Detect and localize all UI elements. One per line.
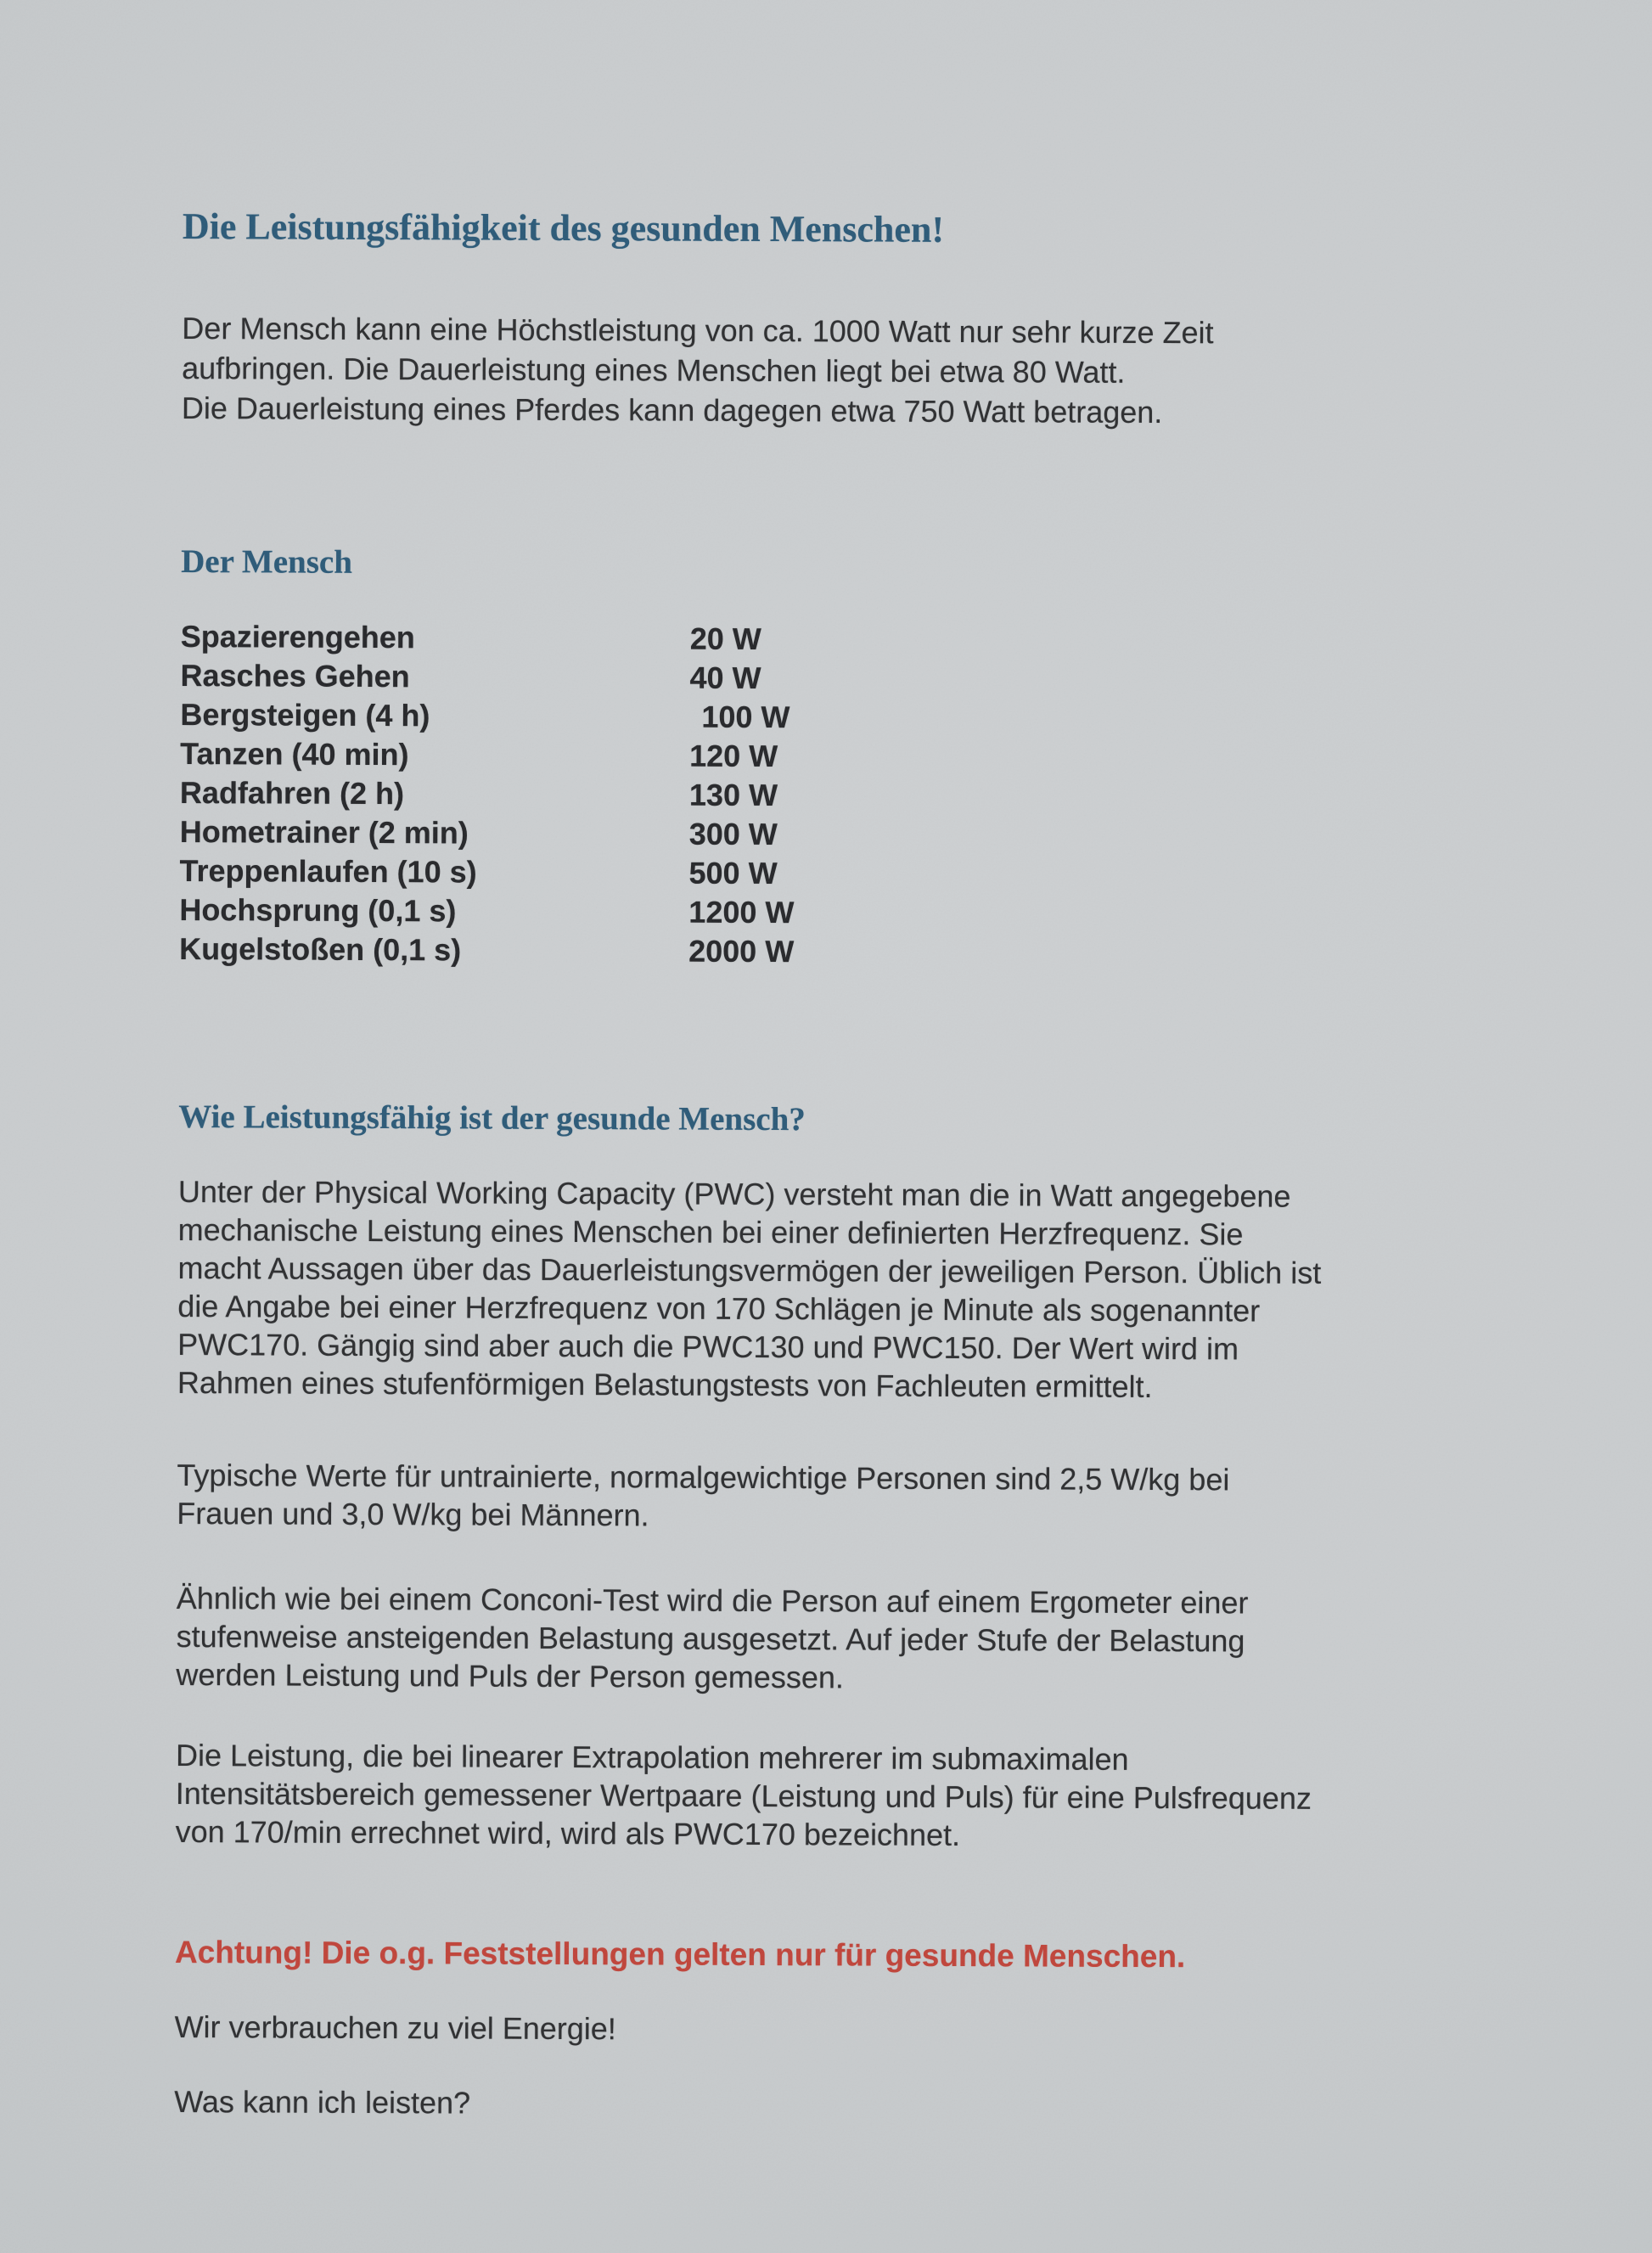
body-line: PWC170. Gängig sind aber auch die PWC130 und PWC150. Der Wert wird im (177, 1326, 1239, 1367)
activity-label: Kugelstoßen (0,1 s) (179, 930, 462, 968)
intro-line: Die Dauerleistung eines Pferdes kann dagegen etwa 750 Watt betragen. (181, 390, 1163, 430)
body-line: Rahmen eines stufenförmigen Belastungstests von Fachleuten ermittelt. (177, 1364, 1153, 1404)
activity-label: Tanzen (40 min) (180, 735, 409, 773)
table-row (180, 734, 1538, 779)
pwc-paragraph (177, 1172, 1537, 1407)
activity-table (179, 617, 1539, 975)
body-line: Frauen und 3,0 W/kg bei Männern. (177, 1495, 649, 1533)
body-line: mechanische Leistung eines Menschen bei einer definierten Herzfrequenz. Sie (177, 1211, 1244, 1252)
table-row (179, 891, 1537, 935)
body-line: werden Leistung und Puls der Person gemessen. (176, 1656, 845, 1695)
table-row (181, 617, 1539, 662)
activity-label: Treppenlaufen (10 s) (179, 852, 477, 890)
closing-line-energy (175, 2008, 1533, 2052)
activity-label: Spazierengehen (180, 618, 415, 655)
page-title: Die Leistungsfähigkeit des gesunden Menschen! (182, 205, 945, 250)
typische-werte-paragraph (177, 1456, 1535, 1538)
activity-label: Bergsteigen (4 h) (180, 696, 430, 733)
intro-paragraph (182, 308, 1541, 434)
body-line: Was kann ich leisten? (174, 2083, 471, 2121)
section-heading-mensch: Der Mensch (181, 542, 353, 581)
body-line: von 170/min errechnet wird, wird als PWC170 bezeichnet. (175, 1813, 961, 1853)
activity-label: Hometrainer (2 min) (179, 813, 469, 851)
table-row (180, 656, 1538, 701)
body-line: Typische Werte für untrainierte, normalgewichtige Personen sind 2,5 W/kg bei (177, 1457, 1230, 1497)
body-line: die Angabe bei einer Herzfrequenz von 170 Schlägen je Minute als sogenannter (177, 1288, 1261, 1329)
table-row (179, 930, 1537, 975)
intro-line: aufbringen. Die Dauerleistung eines Menschen liegt bei etwa 80 Watt. (182, 350, 1126, 390)
document-page (174, 204, 1541, 2127)
table-row (180, 773, 1538, 818)
activity-value: 100 W (701, 699, 790, 735)
body-line: Wir verbrauchen zu viel Energie! (174, 2009, 616, 2047)
activity-value: 120 W (689, 738, 778, 774)
activity-label: Radfahren (2 h) (179, 774, 405, 812)
warning-text: Achtung! Die o.g. Feststellungen gelten nur für gesunde Menschen. (174, 1934, 1186, 1975)
extrapolation-paragraph (176, 1736, 1535, 1857)
activity-value: 300 W (688, 816, 778, 852)
body-line: Unter der Physical Working Capacity (PWC) versteht man die in Watt angegebene (177, 1173, 1291, 1214)
body-line: Intensitätsbereich gemessener Wertpaare (Leistung und Puls) für eine Pulsfrequenz (175, 1775, 1312, 1816)
table-row (179, 851, 1537, 896)
conconi-paragraph (176, 1579, 1535, 1700)
activity-value: 500 W (688, 855, 778, 891)
activity-value: 130 W (688, 777, 778, 813)
table-row (180, 812, 1538, 857)
closing-line-leisten (174, 2082, 1532, 2127)
section-heading-pwc: Wie Leistungsfähig ist der gesunde Mensch? (178, 1098, 806, 1138)
activity-value: 20 W (689, 621, 761, 656)
activity-value: 40 W (689, 660, 761, 695)
body-line: macht Aussagen über das Dauerleistungsvermögen der jeweiligen Person. Üblich ist (177, 1250, 1322, 1290)
activity-label: Rasches Gehen (180, 657, 410, 694)
body-line: Ähnlich wie bei einem Conconi-Test wird die Person auf einem Ergometer einer (176, 1580, 1249, 1621)
activity-value: 2000 W (688, 933, 795, 969)
activity-label: Hochsprung (0,1 s) (179, 891, 457, 929)
table-row (180, 695, 1538, 740)
body-line: Die Leistung, die bei linearer Extrapolation mehrerer im submaximalen (175, 1737, 1129, 1777)
body-line: stufenweise ansteigenden Belastung ausgesetzt. Auf jeder Stufe der Belastung (176, 1618, 1245, 1659)
intro-line: Der Mensch kann eine Höchstleistung von ca. 1000 Watt nur sehr kurze Zeit (182, 310, 1214, 351)
activity-value: 1200 W (688, 894, 795, 930)
